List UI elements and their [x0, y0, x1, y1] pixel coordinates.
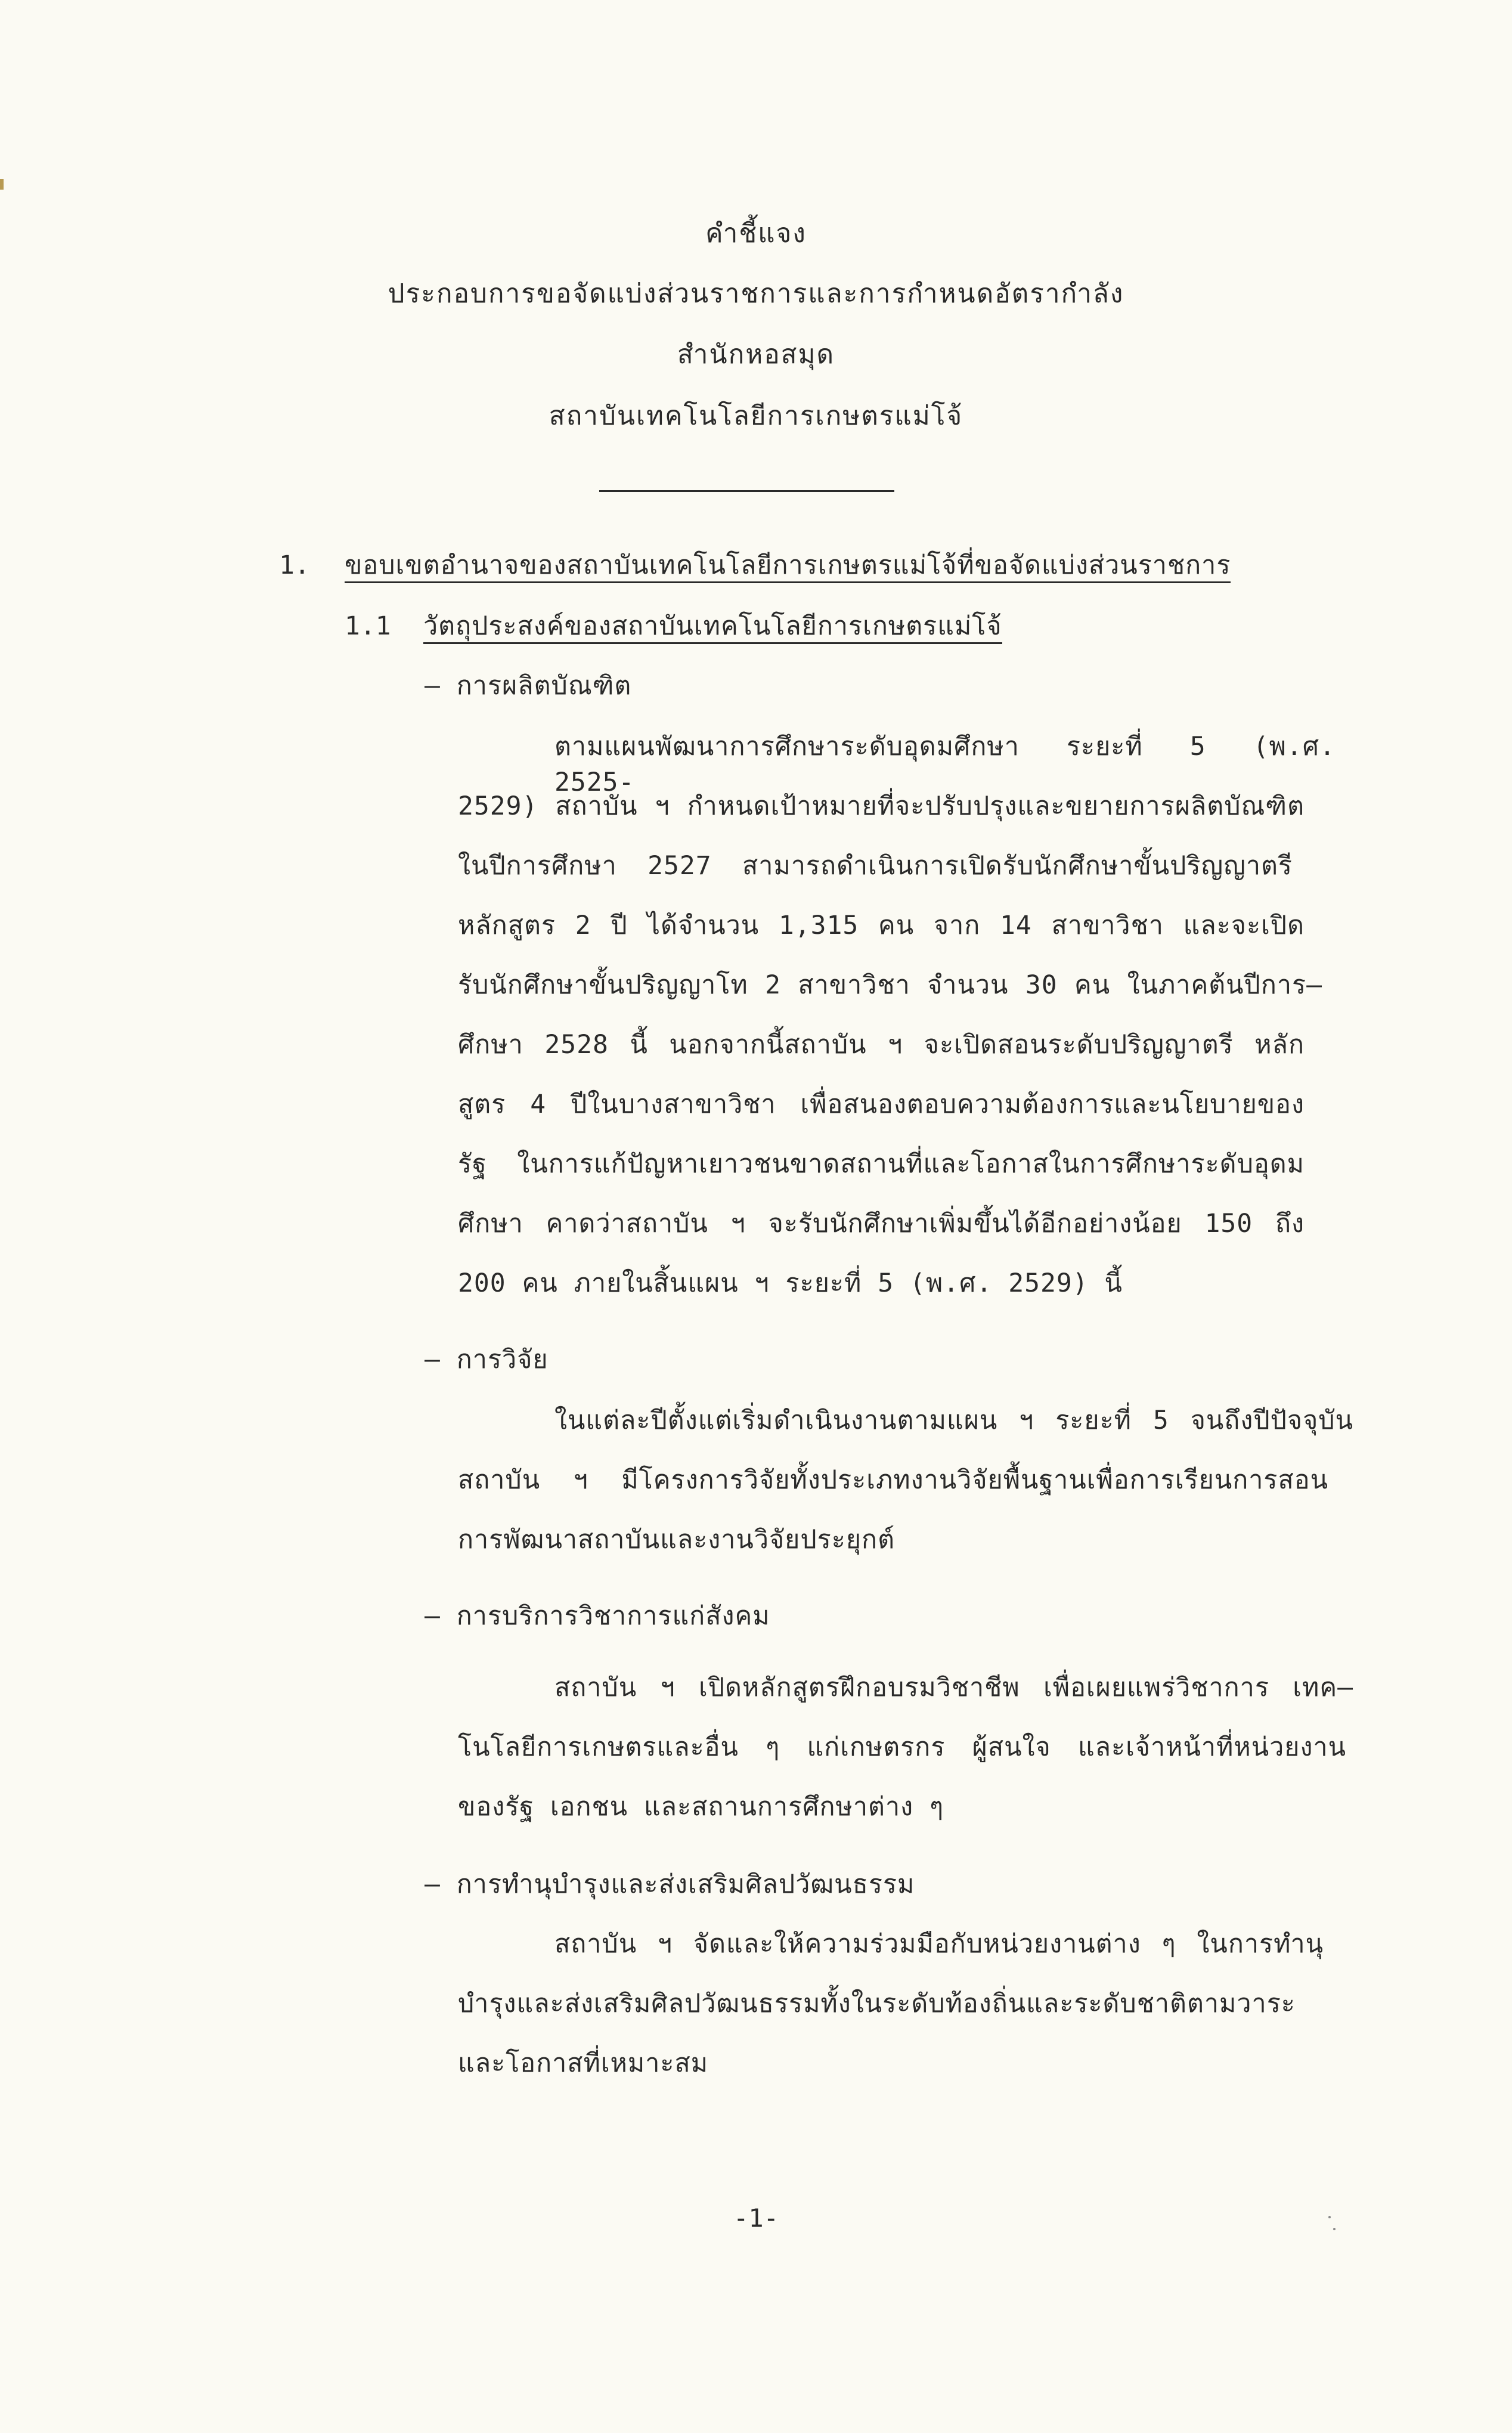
- paragraph-line: ของรัฐ เอกชน และสถานการศึกษาต่าง ๆ: [458, 1792, 944, 1822]
- paragraph-line: สถาบัน ฯ มีโครงการวิจัยทั้งประเภทงานวิจัยพื้นฐานเพื่อการเรียนการสอน: [458, 1465, 1328, 1495]
- document-title: คำชี้แจง: [705, 218, 807, 249]
- unit-name: สำนักหอสมุด: [677, 339, 835, 370]
- document-subtitle: ประกอบการขอจัดแบ่งส่วนราชการและการกำหนดอัตรากำลัง: [388, 278, 1124, 309]
- paragraph-line: 200 คน ภายในสิ้นแผน ฯ ระยะที่ 5 (พ.ศ. 2529) นี้: [458, 1268, 1123, 1298]
- subsection-number: 1.1: [345, 611, 391, 641]
- paragraph-line: รัฐ ในการแก้ปัญหาเยาวชนขาดสถานที่และโอกาสในการศึกษาระดับอุดม: [458, 1149, 1305, 1179]
- paragraph-line: โนโลยีการเกษตรและอื่น ๆ แก่เกษตรกร ผู้สนใจ และเจ้าหน้าที่หน่วยงาน: [458, 1732, 1346, 1762]
- paragraph-line: ในปีการศึกษา 2527 สามารถดำเนินการเปิดรับนักศึกษาขั้นปริญญาตรี: [458, 851, 1293, 881]
- paragraph-line: สถาบัน ฯ จัดและให้ความร่วมมือกับหน่วยงานต่าง ๆ ในการทำนุ: [554, 1929, 1324, 1959]
- scan-speck: [1328, 2216, 1331, 2218]
- scan-edge-mark: [0, 179, 4, 190]
- paragraph-line: 2529) สถาบัน ฯ กำหนดเป้าหมายที่จะปรับปรุงและขยายการผลิตบัณฑิต: [458, 791, 1305, 821]
- paragraph-line: รับนักศึกษาขั้นปริญญาโท 2 สาขาวิชา จำนวน 30 คน ในภาคต้นปีการ–: [458, 970, 1322, 1000]
- paragraph-line: ศึกษา 2528 นี้ นอกจากนี้สถาบัน ฯ จะเปิดสอนระดับปริญญาตรี หลัก: [458, 1030, 1305, 1060]
- item-heading-academic-service: – การบริการวิชาการแก่สังคม: [425, 1601, 770, 1631]
- scan-speck: [1333, 2228, 1336, 2230]
- section-heading-text: ขอบเขตอำนาจของสถาบันเทคโนโลยีการเกษตรแม่โจ้ที่ขอจัดแบ่งส่วนราชการ: [345, 550, 1231, 583]
- section-number: 1.: [279, 550, 310, 580]
- paragraph-line: ศึกษา คาดว่าสถาบัน ฯ จะรับนักศึกษาเพิ่มขึ้นได้อีกอย่างน้อย 150 ถึง: [458, 1209, 1305, 1239]
- item-heading-culture: – การทำนุบำรุงและส่งเสริมศิลปวัฒนธรรม: [425, 1869, 915, 1899]
- title-divider: [599, 490, 894, 492]
- paragraph-line: การพัฒนาสถาบันและงานวิจัยประยุกต์: [458, 1525, 895, 1555]
- paragraph-line: หลักสูตร 2 ปี ได้จำนวน 1,315 คน จาก 14 สาขาวิชา และจะเปิด: [458, 911, 1305, 940]
- subsection-heading: [423, 608, 1198, 644]
- section-heading: [345, 547, 1251, 583]
- item-heading-research: – การวิจัย: [425, 1345, 549, 1375]
- institution-name: สถาบันเทคโนโลยีการเกษตรแม่โจ้: [549, 401, 963, 431]
- paragraph-line: สถาบัน ฯ เปิดหลักสูตรฝึกอบรมวิชาชีพ เพื่อเผยแพร่วิชาการ เทค–: [554, 1673, 1353, 1703]
- paragraph-line: ตามแผนพัฒนาการศึกษาระดับอุดมศึกษา ระยะที่ 5 (พ.ศ. 2525-: [554, 732, 1336, 797]
- subsection-heading-text: วัตถุประสงค์ของสถาบันเทคโนโลยีการเกษตรแม่โจ้: [423, 611, 1002, 644]
- page-number: -1-: [733, 2203, 779, 2233]
- paragraph-line: สูตร 4 ปีในบางสาขาวิชา เพื่อสนองตอบความต้องการและนโยบายของ: [458, 1089, 1305, 1119]
- paragraph-line: บำรุงและส่งเสริมศิลปวัฒนธรรมทั้งในระดับท้องถิ่นและระดับชาติตามวาระ: [458, 1989, 1296, 2019]
- item-heading-production: – การผลิตบัณฑิต: [425, 671, 632, 701]
- paragraph-line: ในแต่ละปีตั้งแต่เริ่มดำเนินงานตามแผน ฯ ระยะที่ 5 จนถึงปีปัจจุบัน: [554, 1406, 1353, 1435]
- paragraph-line: และโอกาสที่เหมาะสม: [458, 2048, 709, 2078]
